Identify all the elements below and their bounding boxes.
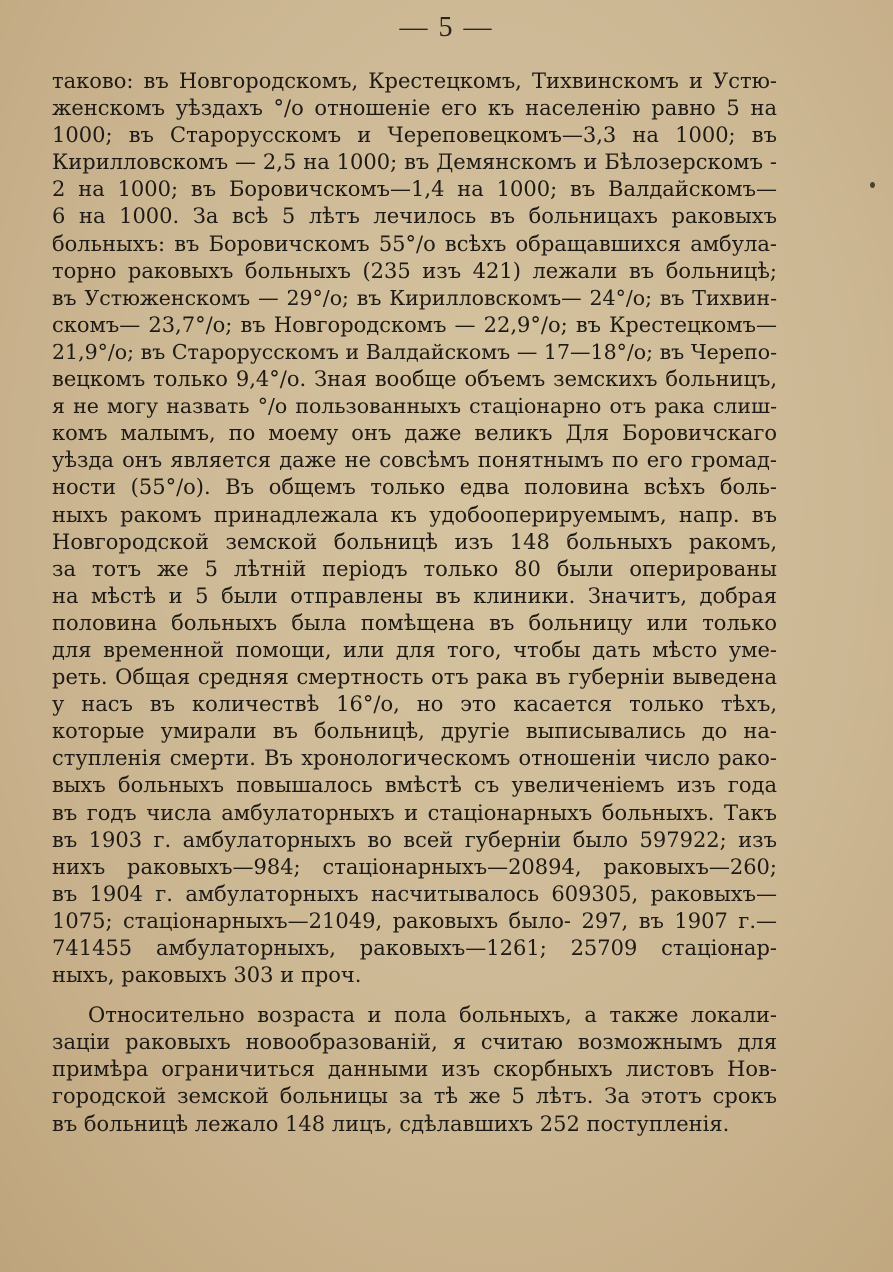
text-line: у насъ въ количествѣ 16°/о, но это касается только тѣхъ, xyxy=(52,692,777,717)
ink-spot xyxy=(870,182,875,188)
text-line: 1000; въ Старорусскомъ и Череповецкомъ—3,3 на 1000; въ xyxy=(52,123,777,148)
text-line: 21,9°/о; въ Старорусскомъ и Валдайскомъ — 17—18°/о; въ Черепо- xyxy=(52,339,777,364)
page-number: — 5 — xyxy=(399,12,494,43)
text-line: въ больницѣ лежало 148 лицъ, сдѣлавшихъ 252 поступленія. xyxy=(52,1111,730,1136)
text-line: скомъ— 23,7°/о; въ Новгородскомъ — 22,9°/о; въ Крестецкомъ— xyxy=(52,312,777,337)
paragraph xyxy=(52,1002,777,1137)
text-line: таково: въ Новгородскомъ, Крестецкомъ, Тихвинскомъ и Устю- xyxy=(52,69,777,93)
text-line: въ 1903 г. амбулаторныхъ во всей губерніи было 597922; изъ xyxy=(52,827,777,852)
text-line: больныхъ: въ Боровичскомъ 55°/о всѣхъ обращавшихся амбула- xyxy=(52,231,777,256)
text-line: 2 на 1000; въ Боровичскомъ—1,4 на 1000; въ Валдайскомъ— xyxy=(52,177,777,202)
text-line: ныхъ, раковыхъ 303 и проч. xyxy=(52,963,362,988)
text-line: для временной помощи, или для того, чтобы дать мѣсто уме- xyxy=(52,637,777,662)
text-line: половина больныхъ была помѣщена въ больницу или только xyxy=(52,610,777,635)
paragraph xyxy=(52,68,777,989)
text-line: уѣзда онъ является даже не совсѣмъ понятнымъ по его громад- xyxy=(52,448,777,473)
text-line: за тотъ же 5 лѣтній періодъ только 80 были оперированы xyxy=(52,556,777,581)
text-line: ступленія смерти. Въ хронологическомъ отношеніи число рако- xyxy=(52,746,777,771)
text-line: 1075; стаціонарныхъ—21049, раковыхъ было- 297, въ 1907 г.— xyxy=(52,908,777,933)
text-line: въ 1904 г. амбулаторныхъ насчитывалось 609305, раковыхъ— xyxy=(52,881,777,906)
text-line: я не могу назвать °/о пользованныхъ стаціонарно отъ рака слиш- xyxy=(52,394,777,419)
text-line: Новгородской земской больницѣ изъ 148 больныхъ ракомъ, xyxy=(52,529,777,554)
text-line: примѣра ограничиться данными изъ скорбныхъ листовъ Нов- xyxy=(52,1057,777,1082)
text-line: которые умирали въ больницѣ, другіе выписывались до на- xyxy=(52,719,777,744)
text-line: 741455 амбулаторныхъ, раковыхъ—1261; 25709 стаціонар- xyxy=(52,936,777,960)
text-line: выхъ больныхъ повышалось вмѣстѣ съ увеличеніемъ изъ года xyxy=(52,773,777,798)
text-line: заціи раковыхъ новообразованій, я считаю возможнымъ для xyxy=(52,1030,777,1055)
text-line: Относительно возраста и пола больныхъ, а также локали- xyxy=(88,1003,777,1028)
text-line: городской земской больницы за тѣ же 5 лѣтъ. За этотъ срокъ xyxy=(52,1084,777,1109)
text-line: вецкомъ только 9,4°/о. Зная вообще объемъ земскихъ больницъ, xyxy=(52,367,777,392)
text-line: нихъ раковыхъ—984; стаціонарныхъ—20894, раковыхъ—260; xyxy=(52,854,777,879)
text-line: торно раковыхъ больныхъ (235 изъ 421) лежали въ больницѣ; xyxy=(52,258,777,283)
text-line: на мѣстѣ и 5 были отправлены въ клиники. Значитъ, добрая xyxy=(52,583,777,608)
text-line: въ Устюженскомъ — 29°/о; въ Кирилловскомъ— 24°/о; въ Тихвин- xyxy=(52,285,777,310)
text-line: женскомъ уѣздахъ °/о отношеніе его къ населенію равно 5 на xyxy=(52,96,777,121)
paragraph-gap xyxy=(52,989,777,1002)
text-line: комъ малымъ, по моему онъ даже великъ Для Боровичскаго xyxy=(52,421,777,446)
text-line: реть. Общая средняя смертность отъ рака въ губерніи выведена xyxy=(52,665,777,690)
text-line: 6 на 1000. За всѣ 5 лѣтъ лечилось въ больницахъ раковыхъ xyxy=(52,204,777,229)
text-line: ности (55°/о). Въ общемъ только едва половина всѣхъ боль- xyxy=(52,475,777,500)
text-line: Кирилловскомъ — 2,5 на 1000; въ Демянскомъ и Бѣлозерскомъ - xyxy=(52,150,777,175)
page-body-text xyxy=(52,68,777,1138)
text-line: въ годъ числа амбулаторныхъ и стаціонарныхъ больныхъ. Такъ xyxy=(52,800,777,825)
text-line: ныхъ ракомъ принадлежала къ удобооперируемымъ, напр. въ xyxy=(52,502,777,527)
